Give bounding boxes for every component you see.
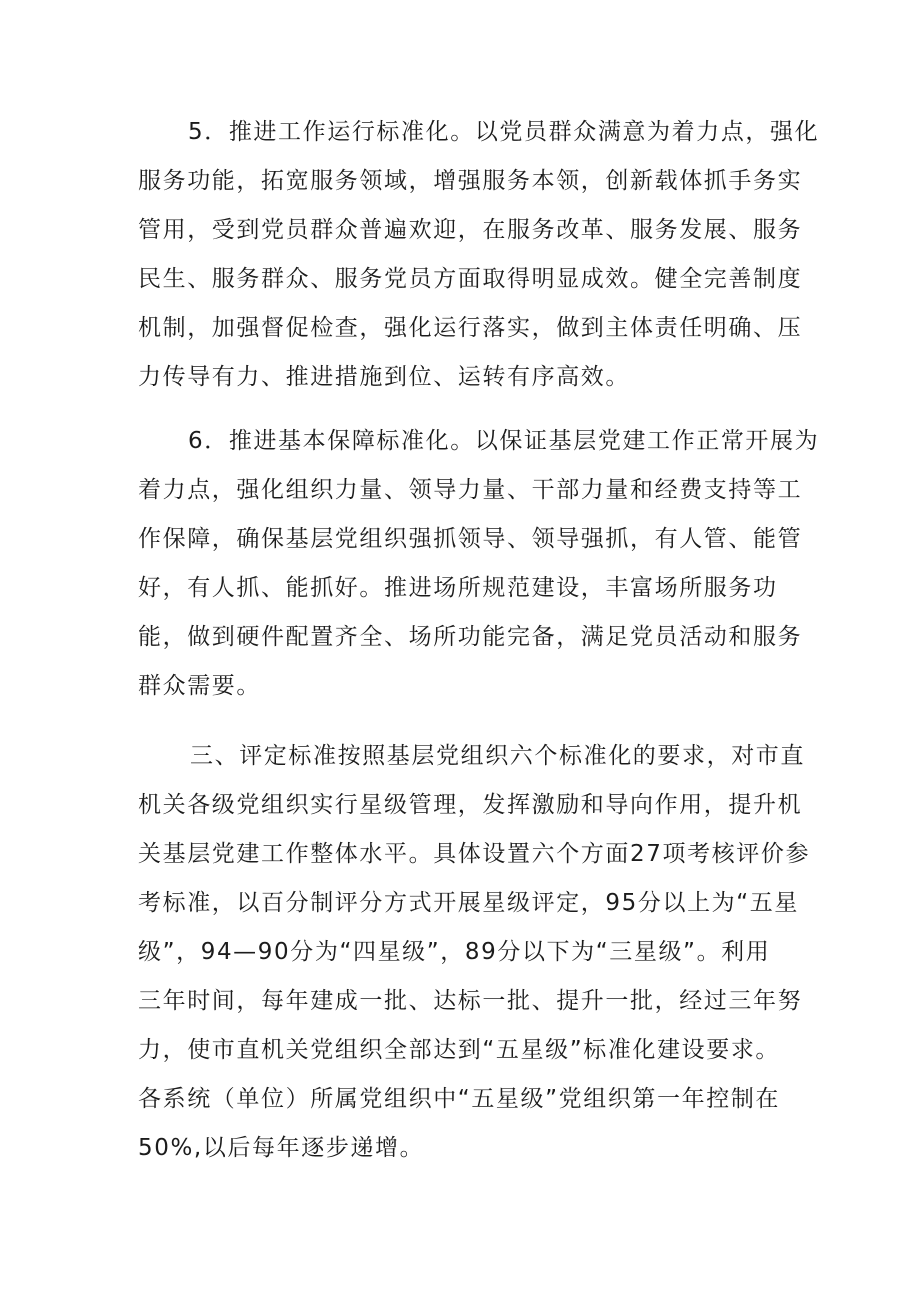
paragraph-line: 关基层党建工作整体水平。具体设置六个方面27项考核评价参 (138, 841, 811, 867)
paragraph-line: 级”，94—90分为“四星级”，89分以下为“三星级”。利用 (138, 939, 771, 965)
paragraph-line: 各系统（单位）所属党组织中“五星级”党组织第一年控制在 (138, 1086, 781, 1112)
paragraph-line: 三、评定标准按照基层党组织六个标准化的要求，对市直 (190, 743, 805, 769)
paragraph-line: 机关各级党组织实行星级管理，发挥激励和导向作用，提升机 (138, 792, 803, 818)
paragraph-line: 力传导有力、推进措施到位、运转有序高效。 (138, 364, 630, 390)
paragraph-line: 考标准，以百分制评分方式开展星级评定，95分以上为“五星 (138, 890, 799, 916)
paragraph-line: 50%,以后每年逐步递增。 (138, 1135, 425, 1161)
paragraph-line: 机制，加强督促检查，强化运行落实，做到主体责任明确、压 (138, 315, 803, 341)
paragraph-line: 力，使市直机关党组织全部达到“五星级”标准化建设要求。 (138, 1037, 781, 1063)
paragraph-line: 6．推进基本保障标准化。以保证基层党建工作正常开展为 (188, 428, 820, 454)
paragraph-line: 着力点，强化组织力量、领导力量、干部力量和经费支持等工 (138, 477, 803, 503)
paragraph-line: 群众需要。 (138, 673, 261, 699)
paragraph-line: 管用，受到党员群众普遍欢迎，在服务改革、服务发展、服务 (138, 217, 803, 243)
paragraph-line: 5．推进工作运行标准化。以党员群众满意为着力点，强化 (188, 119, 820, 145)
paragraph-line: 能，做到硬件配置齐全、场所功能完备，满足党员活动和服务 (138, 624, 803, 650)
paragraph-line: 好，有人抓、能抓好。推进场所规范建设，丰富场所服务功 (138, 575, 778, 601)
paragraph-line: 服务功能，拓宽服务领域，增强服务本领，创新载体抓手务实 (138, 168, 803, 194)
paragraph-line: 民生、服务群众、服务党员方面取得明显成效。健全完善制度 (138, 266, 803, 292)
paragraph-line: 作保障，确保基层党组织强抓领导、领导强抓，有人管、能管 (138, 526, 803, 552)
paragraph-line: 三年时间，每年建成一批、达标一批、提升一批，经过三年努 (138, 988, 803, 1014)
